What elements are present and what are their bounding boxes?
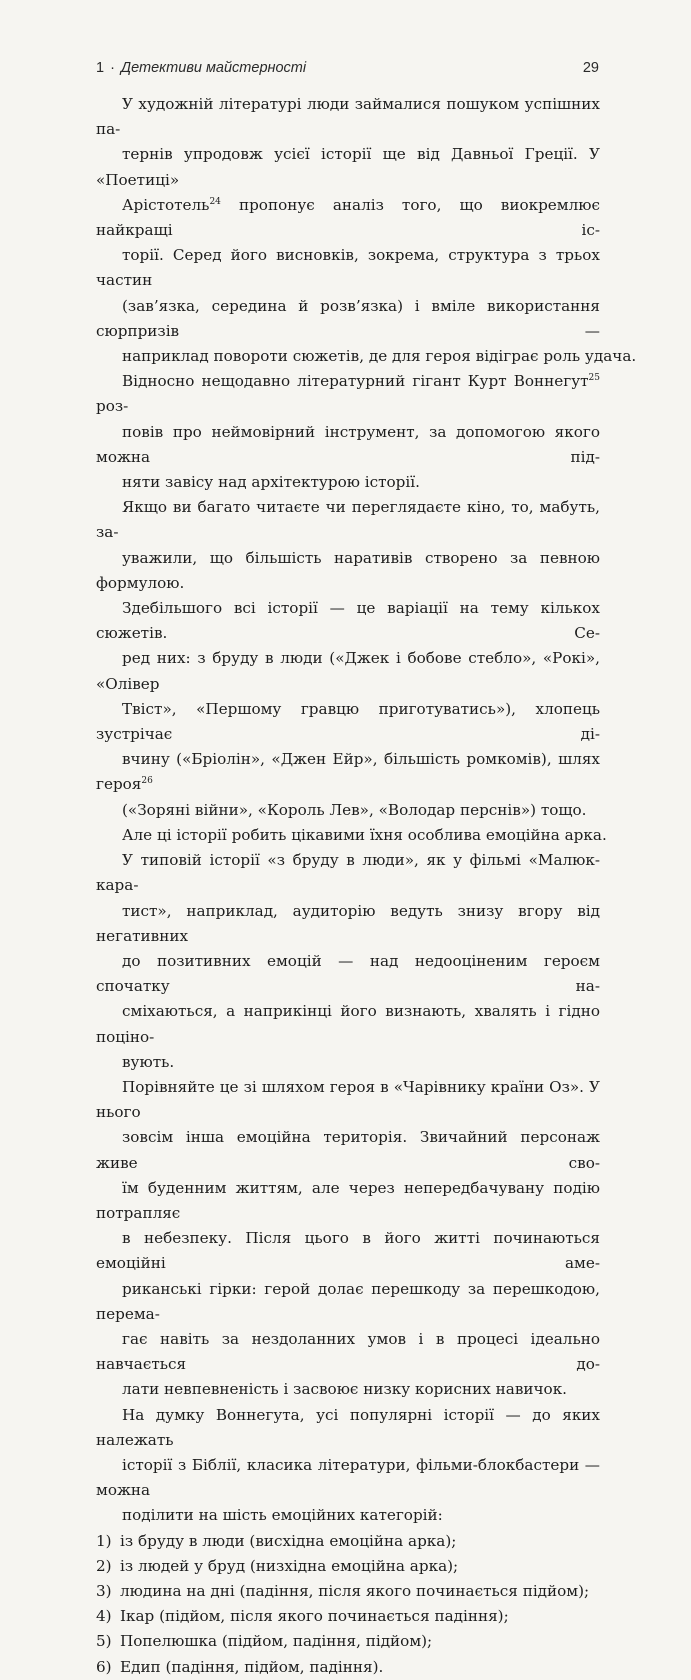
paragraph <box>96 1403 600 1529</box>
text-line: в небезпеку. Після цього в його житті починаються емоційні аме- <box>96 1229 600 1273</box>
text-line: історії з Біблії, класика літератури, фільми-блокбастери — можна <box>96 1455 600 1500</box>
paragraph <box>96 92 637 369</box>
text-line: сміхаються, а наприкінці його визнають, хвалять і гідно поціно- <box>96 1002 600 1046</box>
list-item-text: людина на дні (падіння, після якого починається підйом); <box>120 1581 590 1600</box>
chapter-heading <box>96 60 306 76</box>
text-line: повів про неймовірний інструмент, за допомогою якого можна під- <box>96 422 600 466</box>
text-line: (зав’язка, середина й розв’язка) і вміле використання сюрпризів — <box>96 296 600 340</box>
list-item-text: із бруду в люди (висхідна емоційна арка); <box>120 1531 457 1550</box>
list-item <box>96 1554 600 1579</box>
text-line: лати невпевненість і засвоює низку корисних навичок. <box>122 1380 568 1399</box>
line-text: пропонує аналіз того, що виокремлює найкращі іс- <box>96 195 600 240</box>
text-line: риканські гірки: герой долає перешкоду за перешкодою, перема- <box>96 1279 600 1323</box>
list-item-text: Ікар (підйом, після якого починається падіння); <box>120 1607 509 1626</box>
body-text <box>96 92 637 1680</box>
text-line <box>96 747 600 797</box>
text-line: тернів упродовж усієї історії ще від Давньої Греції. У «Поетиці» <box>96 145 600 189</box>
text-line: уважили, що більшість наративів створено за певною формулою. <box>96 548 600 592</box>
text-line: У художній літературі люди займалися пошуком успішних па- <box>96 95 600 139</box>
text-line: наприклад повороти сюжетів, де для героя відіграє роль удача. <box>122 347 637 366</box>
running-head <box>96 60 599 80</box>
paragraphs <box>96 92 637 1529</box>
list-item-text: Едип (падіння, підйом, падіння). <box>120 1657 384 1676</box>
list-item-number: 1) <box>96 1531 112 1550</box>
page-number: 29 <box>582 60 599 76</box>
list-item-number: 4) <box>96 1607 112 1626</box>
text-line: Але ці історії робить цікавими їхня особлива емоційна арка. <box>122 825 607 844</box>
list-item <box>96 1604 600 1629</box>
text-line: («Зоряні війни», «Король Лев», «Володар перснів») тощо. <box>122 800 587 819</box>
text-line <box>96 369 600 419</box>
line-text: Арістотель <box>122 195 210 214</box>
text-line: до позитивних емоцій — над недооціненим героєм спочатку на- <box>96 951 600 996</box>
text-line: торії. Серед його висновків, зокрема, структура з трьох частин <box>96 246 600 290</box>
text-line: Порівняйте це зі шляхом героя в «Чарівнику країни Оз». У нього <box>96 1077 600 1122</box>
text-line: вують. <box>122 1052 175 1071</box>
chapter-separator: · <box>110 60 115 76</box>
list-item-number: 2) <box>96 1556 112 1575</box>
text-line: тист», наприклад, аудиторію ведуть знизу вгору від негативних <box>96 901 600 945</box>
footnote-marker: 26 <box>141 776 153 787</box>
emotional-arcs-list <box>96 1529 600 1680</box>
list-item-text: із людей у бруд (низхідна емоційна арка); <box>120 1556 459 1575</box>
list-item-number: 6) <box>96 1657 112 1676</box>
list-item-number: 5) <box>96 1632 112 1651</box>
paragraph <box>96 848 600 1075</box>
list-item-text: Попелюшка (підйом, падіння, підйом); <box>120 1632 433 1651</box>
line-text: роз- <box>96 397 129 416</box>
text-line: Здебільшого всі історії — це варіації на тему кількох сюжетів. Се- <box>96 599 600 643</box>
text-line: На думку Воннегута, усі популярні історії — до яких належать <box>96 1405 600 1449</box>
list-item <box>96 1655 600 1680</box>
text-line <box>96 193 600 243</box>
text-line: їм буденним життям, але через непередбачувану подію потрапляє <box>96 1178 600 1222</box>
text-line: поділити на шість емоційних категорій: <box>122 1506 443 1525</box>
text-line: Твіст», «Першому гравцю приготуватись»), хлопець зустрічає ді- <box>96 699 600 744</box>
list-item <box>96 1579 600 1604</box>
text-line: У типовій історії «з бруду в люди», як у фільмі «Малюк-карa- <box>96 851 600 895</box>
text-line: гає навіть за нездоланних умов і в процесі ідеально навчається до- <box>96 1329 600 1374</box>
footnote-marker: 24 <box>209 196 221 207</box>
chapter-title: Детективи майстерності <box>120 60 307 76</box>
chapter-number: 1 <box>96 60 105 76</box>
text-line: няти завісу над архітектурою історії. <box>122 473 420 492</box>
list-item <box>96 1629 600 1654</box>
list-item <box>96 1529 600 1554</box>
list-item-number: 3) <box>96 1581 112 1600</box>
footnote-marker: 25 <box>588 373 600 384</box>
text-line: зовсім інша емоційна територія. Звичайний персонаж живе сво- <box>96 1128 600 1172</box>
paragraph <box>96 495 600 823</box>
line-text: вчину («Бріолін», «Джен Ейр», більшість ромкомів), шлях героя <box>96 750 600 794</box>
line-text: Відносно нещодавно літературний гігант Курт Воннегут <box>122 372 589 391</box>
paragraph <box>96 369 600 495</box>
paragraph <box>96 823 607 848</box>
text-line: ред них: з бруду в люди («Джек і бобове стебло», «Рокі», «Олівер <box>96 649 600 693</box>
paragraph <box>96 1075 600 1403</box>
text-line: Якщо ви багато читаєте чи переглядаєте кіно, то, мабуть, за- <box>96 498 600 542</box>
